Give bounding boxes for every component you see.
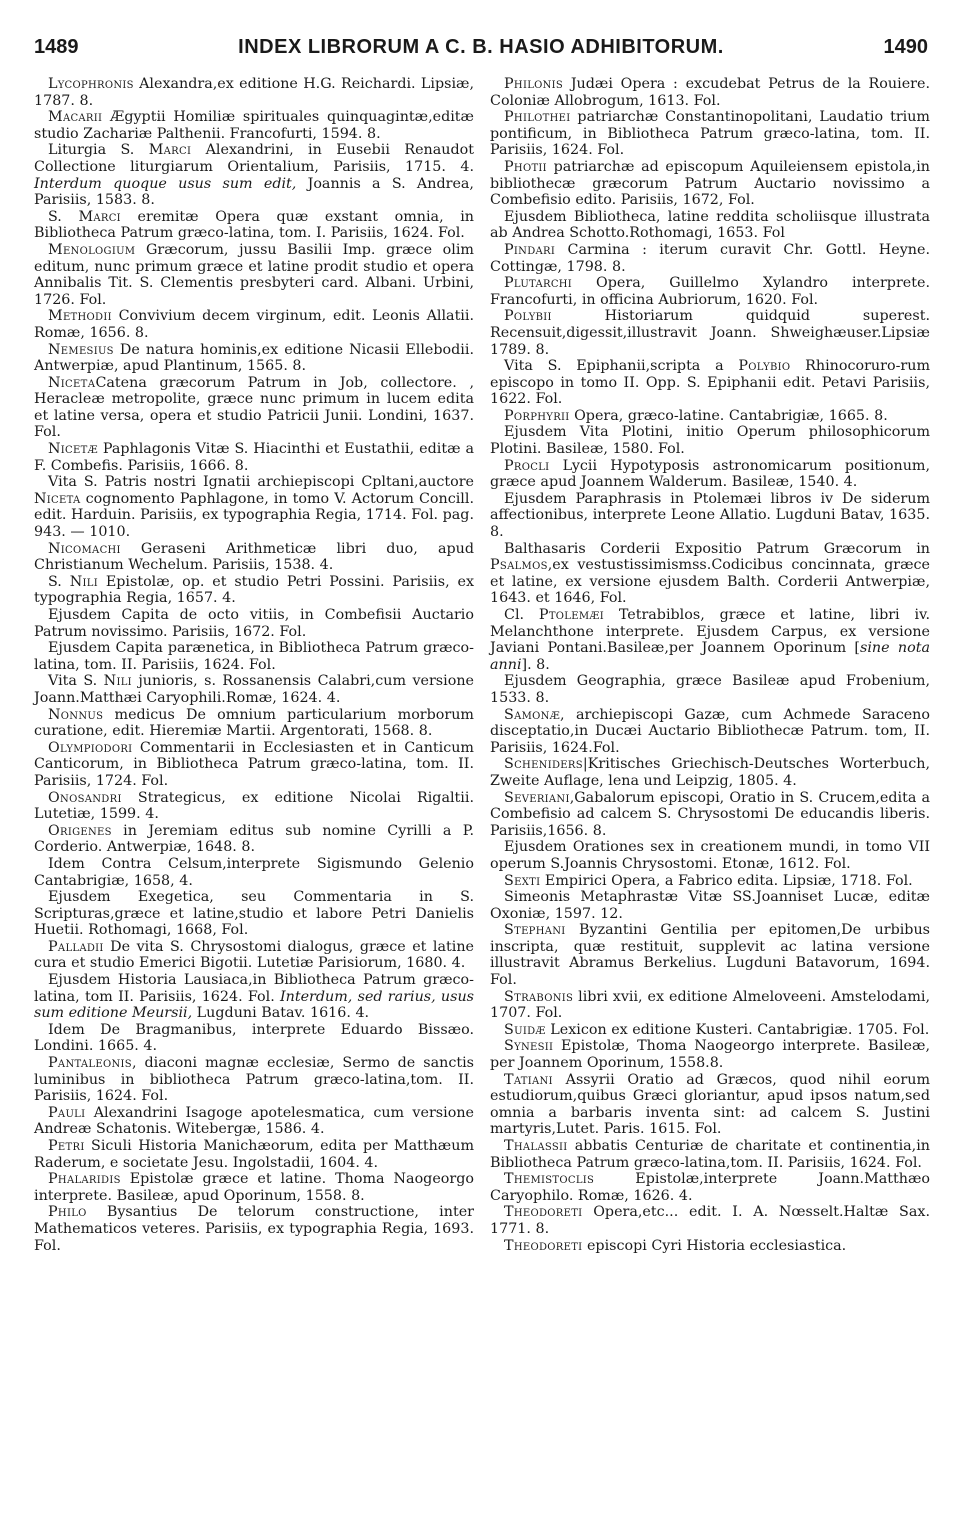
bibliography-entry [34, 142, 474, 208]
entry-prefix: Vita S. Patris nostri Ignatii archiepiscopi Cpltani,auctore [48, 474, 474, 491]
entry-text: Tetrabiblos, græce et latine, libri iv. Melanchthone interprete. Ejusdem Carpus, ex versione Javiani Pontani.Basileæ,per Joannem Oporinum [ [490, 607, 930, 657]
entry-author: Nemesius [48, 341, 114, 358]
entry-prefix: Cl. [504, 607, 539, 623]
bibliography-entry [34, 375, 474, 441]
entry-text: Simeonis Metaphrastæ Vitæ SS.Joanniset Lucæ, editæ Oxoniæ, 1597. 12. [490, 889, 930, 922]
bibliography-entry [34, 889, 474, 939]
bibliography-entry [34, 1105, 474, 1138]
bibliography-entry [490, 159, 930, 209]
entry-author: Methodii [48, 308, 112, 325]
entry-prefix: Vita S. [48, 673, 104, 690]
bibliography-entry [490, 1038, 930, 1071]
left-column [34, 76, 474, 1254]
entry-author: Strabonis [504, 988, 574, 1005]
entry-text: Ejusdem Capita de octo vitiis, in Combefisii Auctario Patrum novissimo. Parisiis, 1672. Fol. [34, 607, 474, 640]
entry-author: Nili [69, 573, 98, 590]
entry-author: Theodoreti [504, 1237, 583, 1254]
entry-author: Polybii [504, 308, 552, 325]
bibliography-entry [490, 673, 930, 706]
entry-author: Photii [504, 158, 547, 175]
entry-text: eremitæ Opera quæ exstant omnia, in Bibliotheca Patrum græco-latina, tom. I. Parisiis, 1624. Fol. [34, 208, 475, 242]
bibliography-entry [490, 1138, 930, 1171]
entry-author: Pauli [48, 1104, 86, 1121]
entry-author: Onosandri [48, 789, 122, 806]
entry-text: cognomento Paphlagone, in tomo V. Actorum Concill. edit. Harduin. Parisiis, ex typographia Regia, 1714. Fol. pag. 943. — 1010. [34, 490, 474, 541]
entry-author: Olympiodori [48, 739, 133, 756]
bibliography-entry [490, 209, 930, 242]
entry-text: Ejusdem Geographia, græce Basileæ apud Frobenium, 1533. 8. [490, 673, 930, 706]
entry-author: Tatiani [504, 1071, 553, 1088]
entry-author: Marci [148, 142, 192, 159]
bibliography-entry [34, 673, 474, 706]
entry-text: Rhinocoruro-rum episcopo in tomo II. Opp. S. Epiphanii edit. Petavi Parisiis, 1622. Fol. [490, 358, 931, 408]
entry-author: Porphyrii [504, 407, 570, 424]
entry-text: Strategicus, ex editione Nicolai Rigaltii. Lutetiæ, 1599. 4. [34, 789, 474, 823]
bibliography-entry [490, 707, 930, 757]
entry-author: Themistoclis [504, 1171, 595, 1188]
entry-author: Philo [48, 1204, 87, 1221]
entry-text: Catena græcorum Patrum in Job, collectore. [95, 374, 470, 391]
bibliography-entry [490, 889, 930, 922]
entry-prefix: Liturgia S. [48, 142, 149, 159]
bibliography-entry [490, 1238, 930, 1255]
bibliography-entry [34, 1204, 474, 1254]
entry-text: Siculi Historia Manichæorum, edita per Matthæum Raderum, e societate Jesu. Ingolstadii, 1604. 4. [34, 1138, 474, 1171]
bibliography-entry [490, 1171, 930, 1204]
bibliography-entry [34, 856, 474, 889]
entry-prefix: S. [48, 573, 70, 590]
entry-text: patriarchæ ad episcopum Aquileiensem epistola,in bibliothecæ græcorum Patrum Auctario novissimo a Combefisio edito. Parisiis, 1672, Fol. [490, 158, 930, 209]
entry-text: Epistolæ græce et latine. Thoma Naogeorgo interprete. Basileæ, apud Oporinum, 1558. 8. [34, 1171, 474, 1204]
entry-author: Origenes [48, 822, 112, 839]
entry-text: Idem Contra Celsum,interprete Sigismundo Gelenio Cantabrigiæ, 1658, 4. [34, 855, 474, 889]
entry-text: Ejusdem Paraphrasis in Ptolemæi libros iv De siderum affectionibus, interprete Leone Allatio. Lugduni Batav, 1635. 8. [490, 490, 930, 541]
entry-text: Ejusdem Vita Plotini, initio Operum philosophicorum Plotini. Basileæ, 1580. Fol. [490, 424, 930, 458]
bibliography-entry [490, 275, 930, 308]
entry-author: Synesii [504, 1038, 554, 1055]
bibliography-entry [34, 474, 474, 540]
entry-author: Palladii [48, 938, 104, 955]
entry-author: Marci [78, 208, 121, 225]
bibliography-entry [34, 939, 474, 972]
entry-text: , diaconi magnæ ecclesiæ, Sermo de sanctis luminibus in bibliotheca Patrum græco-latina,tom. II. Parisiis, 1624. Fol. [34, 1055, 474, 1105]
entry-author: Philothei [504, 109, 571, 126]
entry-author: Nonnus [48, 706, 104, 723]
entry-text: Carmina : iterum curavit Chr. Gottl. Heyne. Cottingæ, 1798. 8. [490, 241, 930, 275]
entry-text: patriarchæ Constantinopolitani, Laudatio trium pontificum, in Bibliotheca Patrum græco-latina, tom. II. Parisiis, 1624. Fol. [490, 109, 930, 159]
entry-text: Commentarii in Ecclesiasten et in Canticum Canticorum, in Bibliotheca Patrum græco-latina, tom. II. Parisiis, 1724. Fol. [34, 739, 474, 789]
bibliography-entry [490, 1022, 930, 1039]
bibliography-entry [34, 1138, 474, 1171]
entry-author: Nicetа [48, 374, 96, 391]
entry-author: Severiani [504, 789, 570, 806]
entry-author: Sexti [504, 872, 541, 889]
entry-author: Ptolemæi [538, 607, 604, 623]
page-header [34, 36, 928, 64]
entry-text: Epistolæ,interprete Joann.Matthæo Caryophilo. Romæ, 1626. 4. [490, 1171, 930, 1204]
entry-text: Ejusdem Capita parænetica, in Bibliotheca Patrum græco-latina, tom. II. Parisiis, 1624. Fol. [34, 640, 474, 673]
entry-text: Alexandra,ex editione H.G. Reichardi. Lipsiæ, 1787. 8. [34, 76, 474, 109]
bibliography-entry [490, 839, 930, 872]
bibliography-entry [34, 76, 474, 109]
entry-text: medicus De omnium particularium morborum curatione, edit. Hieremiæ Martii. Argentorati, 1568. 8. [34, 706, 474, 740]
entry-text: Geraseni Arithmeticæ libri duo, apud Christianum Wechelum. Parisiis, 1538. 4. [34, 540, 474, 574]
bibliography-entry [34, 707, 474, 740]
entry-text: Judæi Opera : excudebat Petrus de la Rouiere. Coloniæ Allobrogum, 1613. Fol. [490, 76, 930, 109]
entry-text-continued: , Heracleæ metropolite, græce nunc primum in lucem edita et latine versa, opera et studio Patricii Junii. Londini, 1637. Fol. [34, 374, 474, 441]
entry-author: Nicetæ [48, 441, 98, 458]
bibliography-entry [34, 109, 474, 142]
entry-author: Niceta [34, 490, 81, 507]
bibliography-entry [34, 607, 474, 640]
entry-prefix: S. [48, 208, 79, 225]
bibliography-entry [34, 541, 474, 574]
entry-text: junioris, s. Rossanensis Calabri,cum versione Joann.Matthæi Caryophili.Romæ, 1624. 4. [34, 673, 474, 706]
entry-text: Opera, Guillelmo Xylandro interprete. Francofurti, in officina Aubriorum, 1620. Fol. [490, 275, 930, 308]
bibliography-entry [34, 790, 474, 823]
entry-author: Stephani [504, 922, 566, 939]
entry-author: Lycophronis [48, 76, 134, 92]
entry-text: Alexandrini Isagoge apotelesmatica, cum versione Andreæ Schatonis. Witebergæ, 1586. 4. [34, 1104, 474, 1138]
entry-author: Thalassii [504, 1138, 568, 1154]
bibliography-entry [490, 1204, 930, 1237]
bibliography-entry [490, 358, 930, 408]
entry-text: Alexandrini, in Eusebii Renaudot Collectione liturgiarum Orientalium, Parisiis, 1715. 4. [34, 142, 474, 175]
bibliography-entry [34, 740, 474, 790]
bibliography-entry [490, 109, 930, 159]
entry-text-continued: ]. 8. [521, 656, 550, 673]
bibliography-entry [34, 1022, 474, 1055]
bibliography-entry [34, 574, 474, 607]
entry-text: ,Gabalorum episcopi, Oratio in S. Crucem,edita a Combefisio ad calcem S. Chrysostomi De educandis liberis. Parisiis,1656. 8. [490, 789, 930, 839]
bibliography-entry [490, 458, 930, 491]
entry-author: Procli [504, 457, 550, 474]
entry-italic-note: Interdum quoque usus sum edit, [34, 175, 297, 192]
entry-text: Paphlagonis Vitæ S. Hiacinthi et Eustathii, editæ a F. Combefis. Parisiis, 1666. 8. [34, 441, 474, 474]
entry-text: Epistolæ, op. et studio Petri Possini. Parisiis, ex typographia Regia, 1657. 4. [34, 573, 475, 607]
entry-italic-note: Interdum, sed rarius, usus sum editione Meursii, [34, 988, 474, 1022]
entry-prefix: Vita S. Epiphanii,scripta a [504, 358, 739, 375]
bibliography-entry [34, 823, 474, 856]
bibliography-entry [34, 242, 474, 308]
bibliography-entry [490, 408, 930, 425]
entry-author: Suidæ [504, 1021, 546, 1038]
entry-text: in Jeremiam editus sub nomine Cyrilli a P. Corderio. Antwerpiæ, 1648. 8. [34, 822, 474, 856]
entry-author: Phalaridis [48, 1171, 121, 1188]
right-column [490, 76, 930, 1254]
bibliography-entry [490, 541, 930, 607]
entry-text-continued: Joannis a S. Andrea, Parisiis, 1583. 8. [34, 175, 474, 209]
entry-text: ,ex vestustissimismss.Codicibus concinnata, græce et latine, ex versione ejusdem Balth. Corderii Antwerpiæ, 1643. et 1646, Fol. [490, 557, 930, 607]
entry-text: |Kritisches Griechisch-Deutsches Worterbuch, Zweite Auflage, lena und Leipzig, 1805. 4. [490, 756, 930, 789]
entry-text: Assyrii Oratio ad Græcos, quod nihil eorum estudiorum,quibus Græci gloriantur, apud ipsos natum,sed omnia a barbaris inventa sint: ad calcem S. Justini martyris,Lutet. Paris. 1615. Fol. [490, 1071, 930, 1138]
bibliography-entry [34, 972, 474, 1022]
entry-author: Psalmos [490, 557, 548, 574]
bibliography-entry [490, 922, 930, 988]
entry-text-continued: Lugduni Batav. 1616. 4. [192, 1005, 370, 1022]
entry-text: Ægyptii Homiliæ spirituales quinquagintæ,editæ studio Zachariæ Palthenii. Francofurti, 1594. 8. [34, 109, 474, 142]
bibliography-entry [490, 76, 930, 109]
entry-text: Empirici Opera, a Fabrico edita. Lipsiæ, 1718. Fol. [540, 872, 913, 889]
bibliography-entry [34, 342, 474, 375]
entry-text: libri xvii, ex editione Almeloveeni. Amstelodami, 1707. Fol. [490, 988, 930, 1022]
bibliography-entry [34, 308, 474, 341]
entry-text: Lexicon ex editione Kusteri. Cantabrigiæ. 1705. Fol. [545, 1021, 930, 1038]
entry-author: Plutarchi [504, 275, 573, 292]
bibliography-entry [490, 424, 930, 457]
bibliography-entry [34, 209, 474, 242]
entry-author: Polybio [738, 358, 791, 375]
bibliography-entry [34, 1055, 474, 1105]
entry-text: Ejusdem Orationes sex in creationem mundi, in tomo VII operum S.Joannis Chrysostomi. Etonæ, 1612. Fol. [490, 839, 930, 872]
bibliography-entry [490, 242, 930, 275]
entry-text: Historiarum quidquid superest. Recensuit,digessit,illustravit Joann. Shweighæuser.Lipsiæ 1789. 8. [490, 308, 930, 358]
bibliography-entry [490, 1072, 930, 1138]
entry-italic-note: sine nota anni [490, 640, 930, 673]
bibliography-entry [34, 441, 474, 474]
entry-author: Petri [48, 1138, 85, 1154]
page-number-right: 1490 [883, 36, 928, 58]
entry-prefix: Balthasaris Corderii Expositio Patrum Græcorum in [504, 540, 930, 557]
entry-author: Scheniders [504, 756, 583, 773]
entry-author: Philonis [504, 76, 564, 92]
entry-text: Opera, græco-latine. Cantabrigiæ, 1665. 8. [569, 407, 888, 424]
bibliography-entry [490, 607, 930, 673]
bibliography-entry [34, 1171, 474, 1204]
bibliography-entry [490, 873, 930, 890]
entry-author: Pindari [504, 241, 556, 258]
bibliography-entry [34, 640, 474, 673]
entry-text: Byzantini Gentilia per epitomen,De urbibus inscripta, quæ restituit, supplevit ac latina versione illustravit Abramus Berkelius. Lugduni Batavorum, 1694. Fol. [490, 922, 930, 989]
entry-text: Idem De Bragmanibus, interprete Eduardo Bissæo. Londini. 1665. 4. [34, 1021, 474, 1055]
entry-text: Ejusdem Historia Lausiaca,in Bibliotheca Patrum græco-latina, tom II. Parisiis, 1624. Fol. [34, 972, 474, 1005]
entry-text: abbatis Centuriæ de charitate et continentia,in Bibliotheca Patrum græco-latina,tom. II. Parisiis, 1624. Fol. [490, 1138, 930, 1171]
entry-text: Bysantius De telorum constructione, inter Mathematicos veteres. Parisiis, ex typographia Regia, 1693. Fol. [34, 1204, 474, 1254]
bibliography-entry [490, 308, 930, 358]
entry-text: Lycii Hypotyposis astronomicarum positionum, græce apud Joannem Walderum. Basileæ, 1540. 4. [490, 457, 930, 491]
bibliography-entry [490, 491, 930, 541]
bibliography-entry [490, 756, 930, 789]
entry-author: Macarii [48, 109, 103, 126]
entry-text: Ejusdem Exegetica, seu Commentaria in S. Scripturas,græce et latine,studio et labore Petri Danielis Huetii. Rothomagi, 1668, Fol. [34, 889, 474, 939]
entry-text: De natura hominis,ex editione Nicasii Ellebodii. Antwerpiæ, apud Plantinum, 1565. 8. [34, 341, 474, 375]
entry-author: Nili [103, 673, 132, 690]
entry-text: Ejusdem Bibliotheca, latine reddita scholiisque illustrata ab Andrea Schotto.Rothomagi, 1653. Fol [490, 208, 930, 242]
bibliography-entry [490, 989, 930, 1022]
entry-text: Convivium decem virginum, edit. Leonis Allatii. Romæ, 1656. 8. [34, 308, 474, 341]
entry-text: Epistolæ, Thoma Naogeorgo interprete. Basileæ, per Joannem Oporinum, 1558.8. [490, 1038, 930, 1072]
entry-author: Theodoreti [504, 1204, 583, 1221]
entry-text: Opera,etc... edit. I. A. Nœsselt.Haltæ Sax. 1771. 8. [490, 1204, 930, 1237]
entry-text: Græcorum, jussu Basilii Imp. græce olim editum, nunc primum græce et latine prodit studio et opera Annibalis Tit. S. Clementis presbyteri card. Albani. Urbini, 1726. Fol. [34, 241, 474, 308]
entry-author: Pantaleonis [48, 1055, 132, 1072]
entry-author: Nicomachi [48, 540, 121, 557]
entry-author: Menologium [48, 241, 136, 258]
bibliography-entry [490, 790, 930, 840]
entry-text: De vita S. Chrysostomi dialogus, græce et latine cura et studio Emerici Bigotii. Lutetiæ Parisiorum, 1680. 4. [34, 938, 474, 972]
page-number-left: 1489 [34, 36, 79, 58]
entry-text: , archiepiscopi Gazæ, cum Achmede Saraceno disceptatio,in Ducæi Auctario Bibliothecæ Patrum. tom, II. Parisiis, 1624.Fol. [490, 706, 930, 756]
entry-text: episcopi Cyri Historia ecclesiastica. [582, 1237, 847, 1254]
page-title: INDEX LIBRORUM A C. B. HASIO ADHIBITORUM. [238, 36, 724, 58]
entry-author: Samonæ [504, 706, 561, 723]
